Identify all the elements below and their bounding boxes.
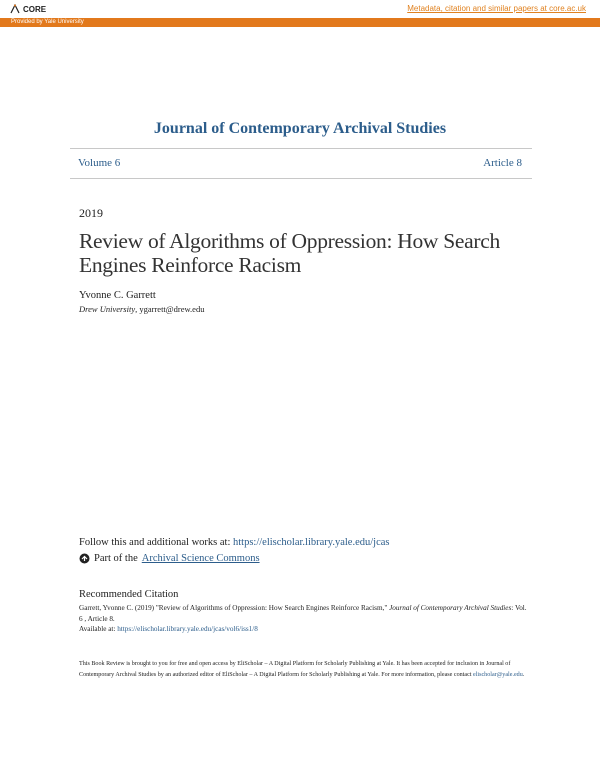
paper-title: Review of Algorithms of Oppression: How Search Engines Reinforce Racism [79,229,500,277]
available-at-link[interactable]: https://elischolar.library.yale.edu/jcas/vol6/iss1/8 [117,625,258,633]
provided-by-text: Provided by Yale University [11,19,84,25]
recommended-citation-body [79,603,529,635]
follow-label: Follow this and additional works at: [79,537,233,548]
affiliation-email: , ygarrett@drew.edu [135,304,205,314]
follow-line [79,537,389,548]
citation-volume: : Vol. 6 , Article 8. [79,604,527,623]
header-divider-bottom [70,178,532,179]
affiliation-institution: Drew University [79,304,136,314]
core-banner [0,0,600,18]
publication-year: 2019 [79,206,103,220]
access-notice [79,659,534,680]
core-logo-text: CORE [23,4,47,14]
share-icon [79,553,90,564]
author-name: Yvonne C. Garrett [79,290,156,301]
follow-url-link[interactable]: https://elischolar.library.yale.edu/jcas [233,537,390,548]
journal-title[interactable]: Journal of Contemporary Archival Studies [153,120,447,137]
article-link[interactable]: Article 8 [483,157,522,169]
header-divider-top [70,148,532,149]
core-logo[interactable] [10,3,46,15]
part-of-line [79,553,260,564]
core-metadata-link[interactable]: Metadata, citation and similar papers at core.ac.uk [407,4,586,13]
notice-end: . [522,671,525,678]
core-logo-icon [10,4,21,14]
provided-by-bar [0,18,600,27]
archival-science-commons-link[interactable]: Archival Science Commons [141,553,260,564]
part-of-label: Part of the [94,553,138,564]
notice-text: This Book Review is brought to you for free and open access by EliScholar – A Digital Platform for Scholarly Publishing at Yale. It has been accepted for inclusion in Journal of Contemporary Archival Studies by an authorized editor of EliScholar – A Digital Platform for Scholarly Publishing at Yale. For more information, please contact [79,661,511,678]
recommended-citation-heading: Recommended Citation [79,589,179,600]
contact-email-link[interactable]: elischolar@yale.edu [473,671,523,678]
author-affiliation [79,304,204,314]
volume-link[interactable]: Volume 6 [78,157,121,169]
citation-text: Garrett, Yvonne C. (2019) "Review of Algorithms of Oppression: How Search Engines Reinforce Racism," [79,604,388,612]
available-at-label: Available at: [79,625,118,633]
citation-journal: Journal of Contemporary Archival Studies [389,604,512,612]
